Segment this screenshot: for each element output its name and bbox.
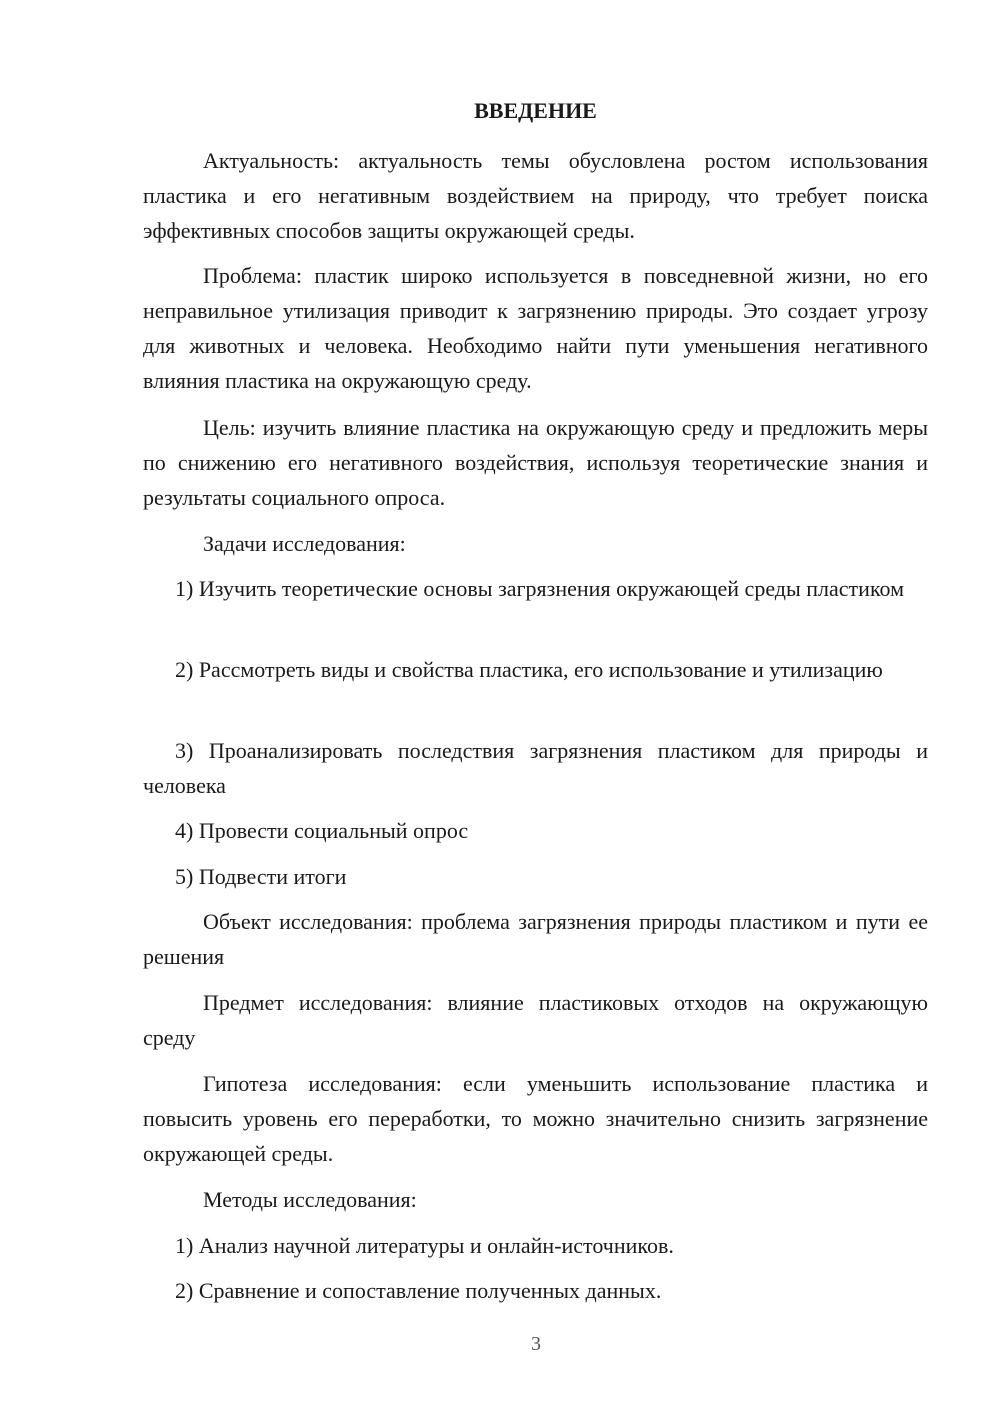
tasks-heading: Задачи исследования: [203, 531, 406, 556]
methods-heading: Методы исследования: [203, 1187, 417, 1212]
paragraph-goal: Цель: изучить влияние пластика на окружающую среду и предложить меры по снижению его негативного воздействия, используя теоретические знания и результаты социального опроса. [143, 415, 928, 510]
paragraph-object: Объект исследования: проблема загрязнения природы пластиком и пути ее решения [143, 909, 928, 969]
task-item-4: 4) Провести социальный опрос [175, 818, 469, 843]
method-item-2: 2) Сравнение и сопоставление полученных данных. [175, 1278, 662, 1303]
task-item-2: 2) Рассмотреть виды и свойства пластика, его использование и утилизацию [175, 657, 883, 682]
page-number: 3 [531, 1333, 541, 1355]
task-item-1: 1) Изучить теоретические основы загрязнения окружающей среды пластиком [175, 576, 905, 601]
paragraph-problem: Проблема: пластик широко используется в повседневной жизни, но его неправильное утилизация приводит к загрязнению природы. Это создает угрозу для животных и человека. Необходимо найти пути уменьшения негативного влияния пластика на окружающую среду. [143, 263, 928, 393]
document-title: ВВЕДЕНИЕ [474, 98, 597, 123]
paragraph-relevance: Актуальность: актуальность темы обусловлена ростом использования пластика и его негативным воздействием на природу, что требует поиска эффективных способов защиты окружающей среды. [143, 148, 928, 243]
paragraph-subject: Предмет исследования: влияние пластиковых отходов на окружающую среду [143, 990, 928, 1050]
task-item-5: 5) Подвести итоги [175, 864, 347, 889]
paragraph-hypothesis: Гипотеза исследования: если уменьшить использование пластика и повысить уровень его переработки, то можно значительно снизить загрязнение окружающей среды. [143, 1071, 928, 1166]
task-item-3: 3) Проанализировать последствия загрязнения пластиком для природы и человека [143, 738, 928, 798]
method-item-1: 1) Анализ научной литературы и онлайн-источников. [175, 1233, 674, 1258]
